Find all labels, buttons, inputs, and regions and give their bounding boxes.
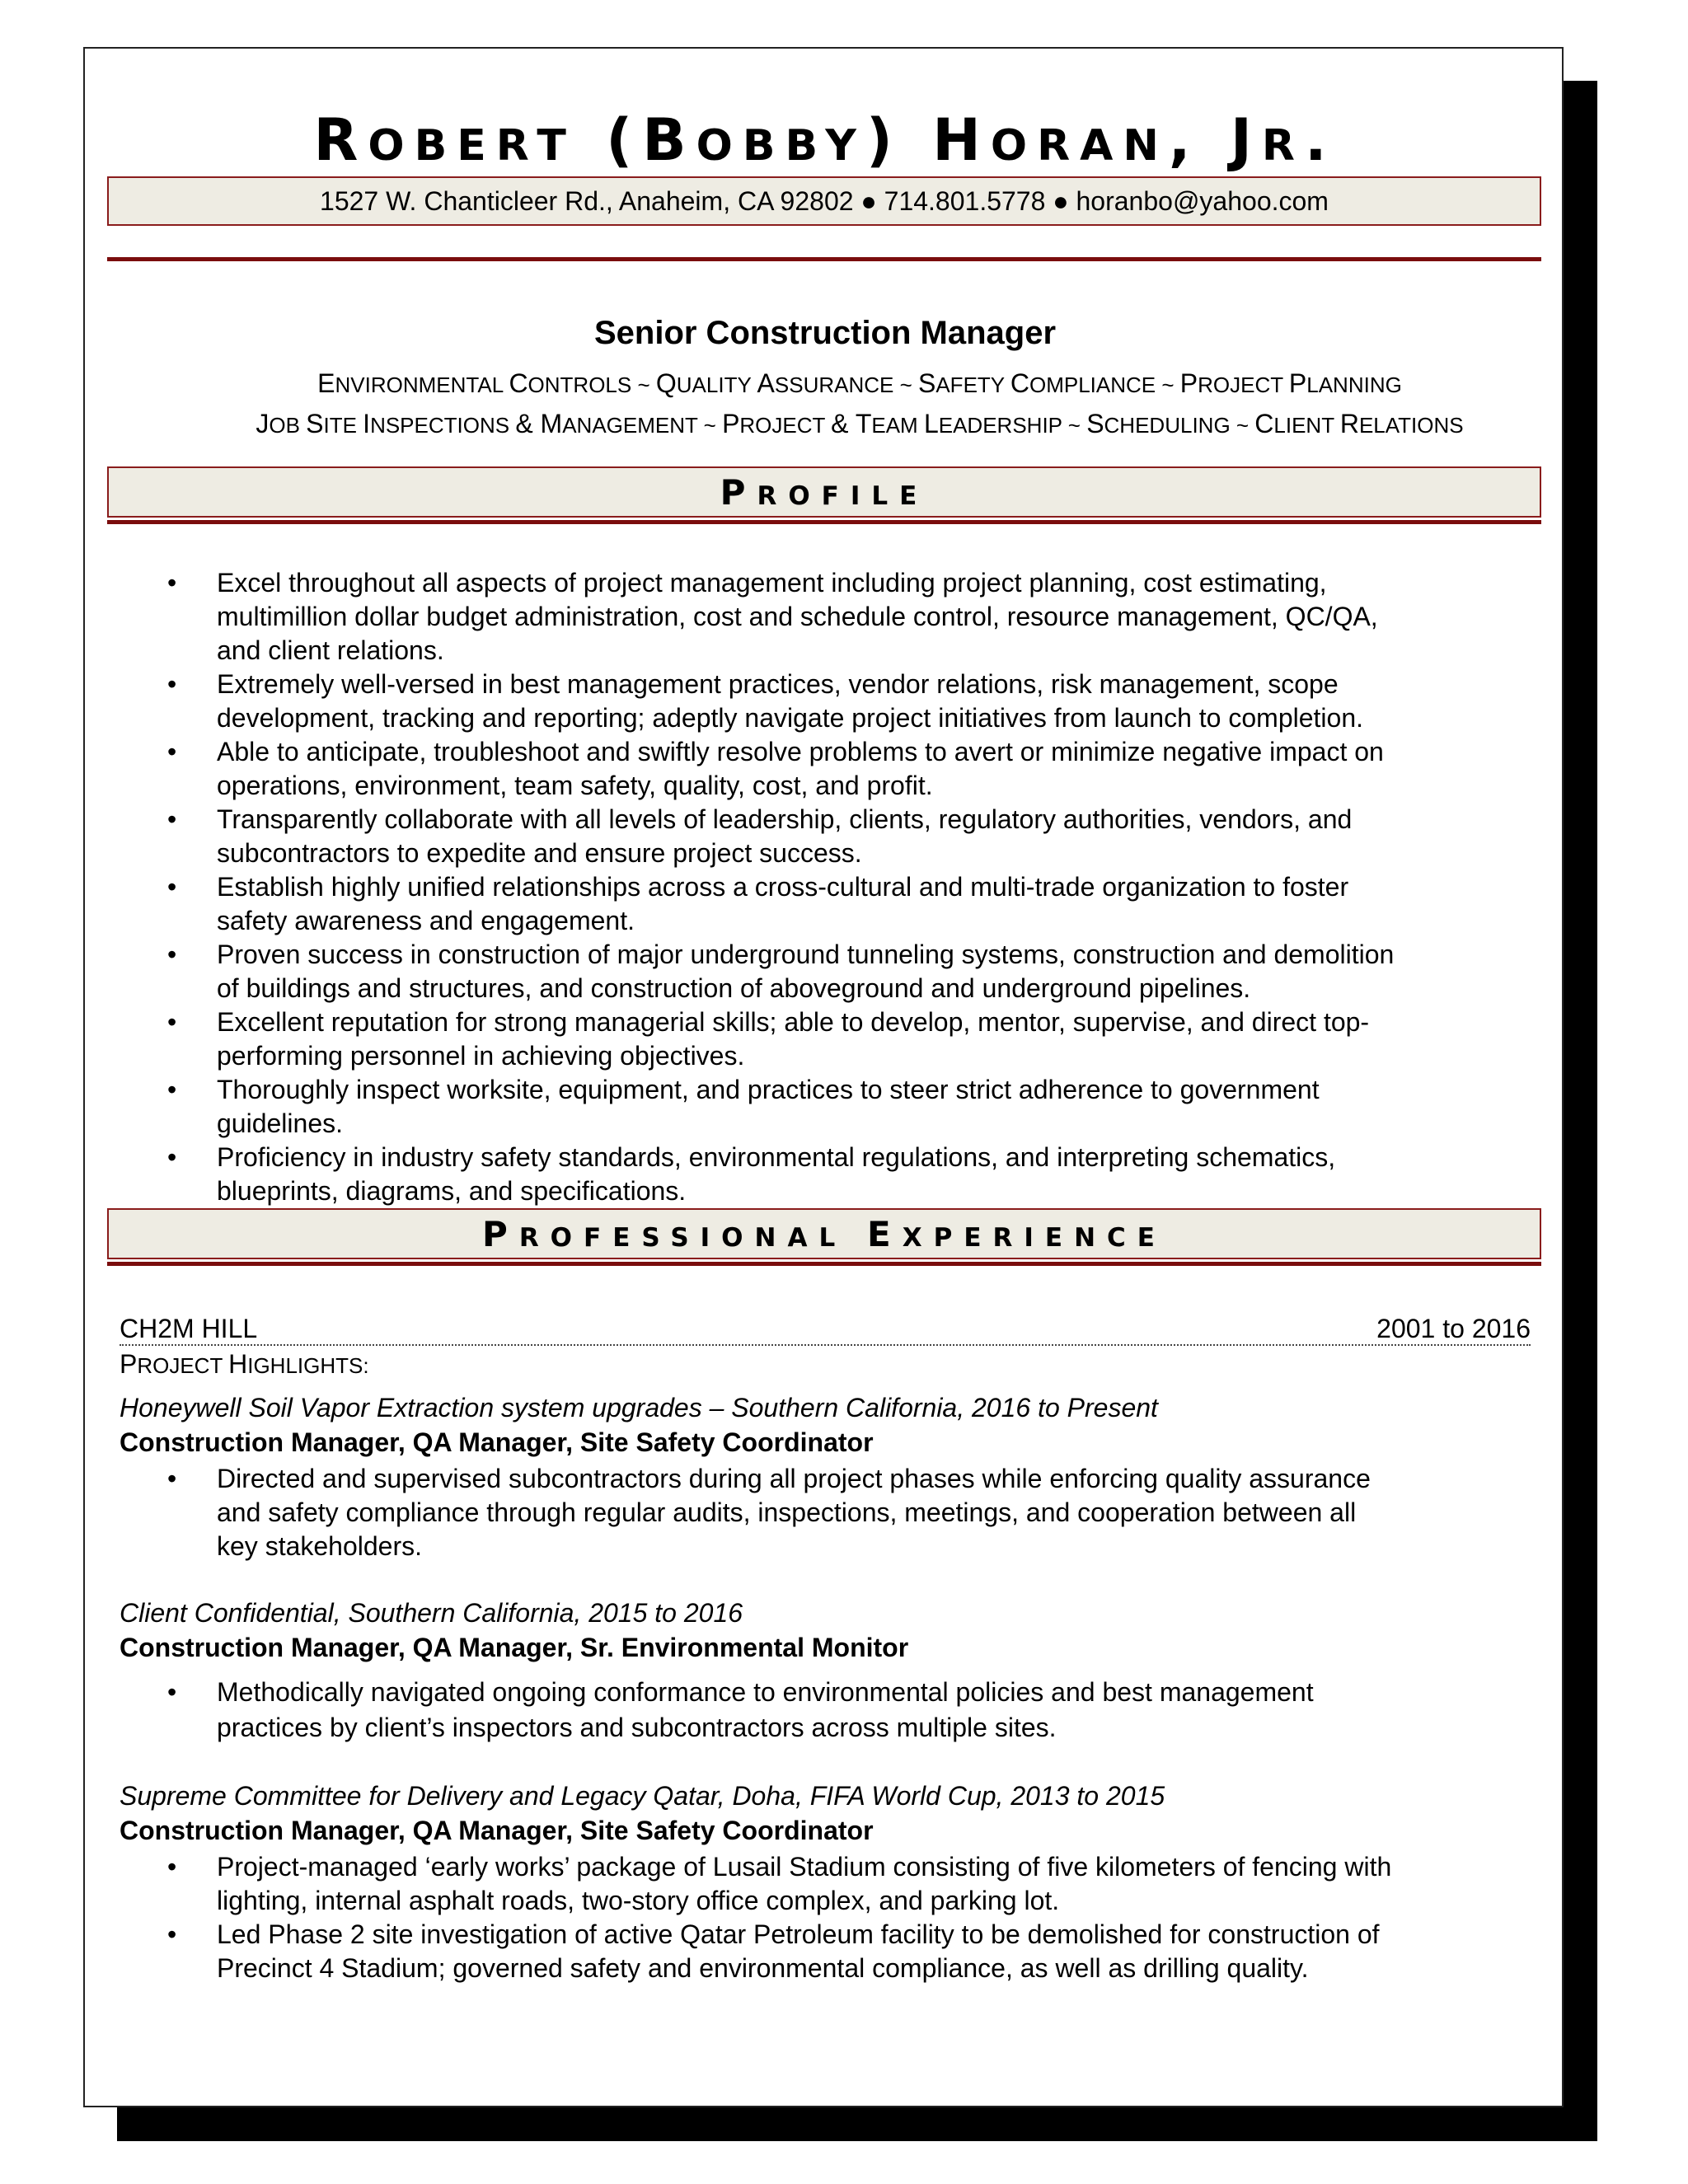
- name-part: ) HORAN: [865, 106, 1169, 174]
- skills-line-2: JOB SITE INSPECTIONS & MANAGEMENT ~ PROJECT & TEAM LEADERSHIP ~ SCHEDULING ~ CLIENT RELATIONS: [256, 409, 1464, 438]
- project-title: Honeywell Soil Vapor Extraction system upgrades – Southern California, 2016 to Present: [120, 1393, 1158, 1422]
- name-part: (BOBBY: [575, 106, 866, 174]
- project-bullet: • Methodically navigated ongoing conformance to environmental policies and best management practices by client’s inspectors and subcontractors across multiple sites.: [85, 1675, 1395, 1746]
- profile-bullet: • Establish highly unified relationships across a cross-cultural and multi-trade organization to foster safety awareness and engagement.: [85, 870, 1395, 938]
- employer-line: [120, 1308, 1531, 1346]
- resume-page: [83, 47, 1564, 2107]
- profile-rule: [107, 520, 1541, 524]
- project-role: Construction Manager, QA Manager, Site Safety Coordinator: [120, 1816, 874, 1845]
- headline-title: Senior Construction Manager: [593, 315, 1057, 351]
- profile-bullet: • Thoroughly inspect worksite, equipment, and practices to steer strict adherence to government guidelines.: [85, 1073, 1395, 1141]
- experience-section-header: [107, 1208, 1541, 1259]
- profile-bullet: • Extremely well-versed in best management practices, vendor relations, risk management, scope development, tracking and reporting; adeptly navigate project initiatives from launch to completion.: [85, 668, 1395, 735]
- profile-bullet-list: [85, 566, 1395, 1208]
- experience-title: PROFESSIONAL EXPERIENCE: [482, 1213, 1166, 1254]
- name-part: , JR: [1168, 106, 1305, 174]
- project-highlights-label: PROJECT HIGHLIGHTS:: [120, 1349, 369, 1379]
- profile-bullet: • Able to anticipate, troubleshoot and swiftly resolve problems to avert or minimize negative impact on operations, environment, team safety, quality, cost, and profit.: [85, 735, 1395, 803]
- name-part: .: [1304, 106, 1337, 174]
- contact-band: [107, 176, 1541, 226]
- experience-rule: [107, 1262, 1541, 1266]
- project-role: Construction Manager, QA Manager, Sr. Environmental Monitor: [120, 1633, 909, 1662]
- contact-rule: [107, 257, 1541, 261]
- project-bullet: • Project-managed ‘early works’ package of Lusail Stadium consisting of five kilometers of fencing with lighting, internal asphalt roads, two-story office complex, and parking lot.: [85, 1850, 1395, 1918]
- project-title: Client Confidential, Southern California, 2015 to 2016: [120, 1598, 743, 1628]
- project-role: Construction Manager, QA Manager, Site Safety Coordinator: [120, 1427, 874, 1457]
- profile-section-header: [107, 466, 1541, 518]
- name-part: ROBERT: [313, 106, 576, 174]
- profile-bullet: • Proficiency in industry safety standards, environmental regulations, and interpreting schematics, blueprints, diagrams, and specifications.: [85, 1141, 1395, 1208]
- project-bullet: • Directed and supervised subcontractors during all project phases while enforcing quality assurance and safety compliance through regular audits, inspections, meetings, and cooperation between all key stakeholders.: [85, 1462, 1395, 1563]
- employer-name: CH2M HILL: [120, 1314, 258, 1343]
- profile-bullet: • Excel throughout all aspects of project management including project planning, cost estimating, multimillion dollar budget administration, cost and schedule control, resource management, QC/QA, and client relations.: [85, 566, 1395, 668]
- candidate-name: [85, 106, 1565, 174]
- project-bullet-list: [85, 1850, 1395, 1985]
- skills-line-1: ENVIRONMENTAL CONTROLS ~ QUALITY ASSURANCE ~ SAFETY COMPLIANCE ~ PROJECT PLANNING: [317, 368, 1402, 398]
- profile-bullet: • Excellent reputation for strong managerial skills; able to develop, mentor, supervise, and direct top-performing personnel in achieving objectives.: [85, 1005, 1395, 1073]
- project-bullet-list: [85, 1675, 1395, 1746]
- profile-bullet: • Proven success in construction of major underground tunneling systems, construction and demolition of buildings and structures, and construction of aboveground and underground pipelines.: [85, 938, 1395, 1005]
- project-bullet: • Led Phase 2 site investigation of active Qatar Petroleum facility to be demolished for construction of Precinct 4 Stadium; governed safety and environmental compliance, as well as drilling quality.: [85, 1918, 1395, 1985]
- project-title: Supreme Committee for Delivery and Legacy Qatar, Doha, FIFA World Cup, 2013 to 2015: [120, 1781, 1165, 1811]
- employment-dates: 2001 to 2016: [1376, 1314, 1531, 1343]
- profile-bullet: • Transparently collaborate with all levels of leadership, clients, regulatory authorities, vendors, and subcontractors to expedite and ensure project success.: [85, 803, 1395, 870]
- project-bullet-list: [85, 1462, 1395, 1563]
- contact-info: 1527 W. Chanticleer Rd., Anaheim, CA 92802 ● 714.801.5778 ● horanbo@yahoo.com: [320, 185, 1329, 216]
- profile-title: PROFILE: [720, 471, 929, 513]
